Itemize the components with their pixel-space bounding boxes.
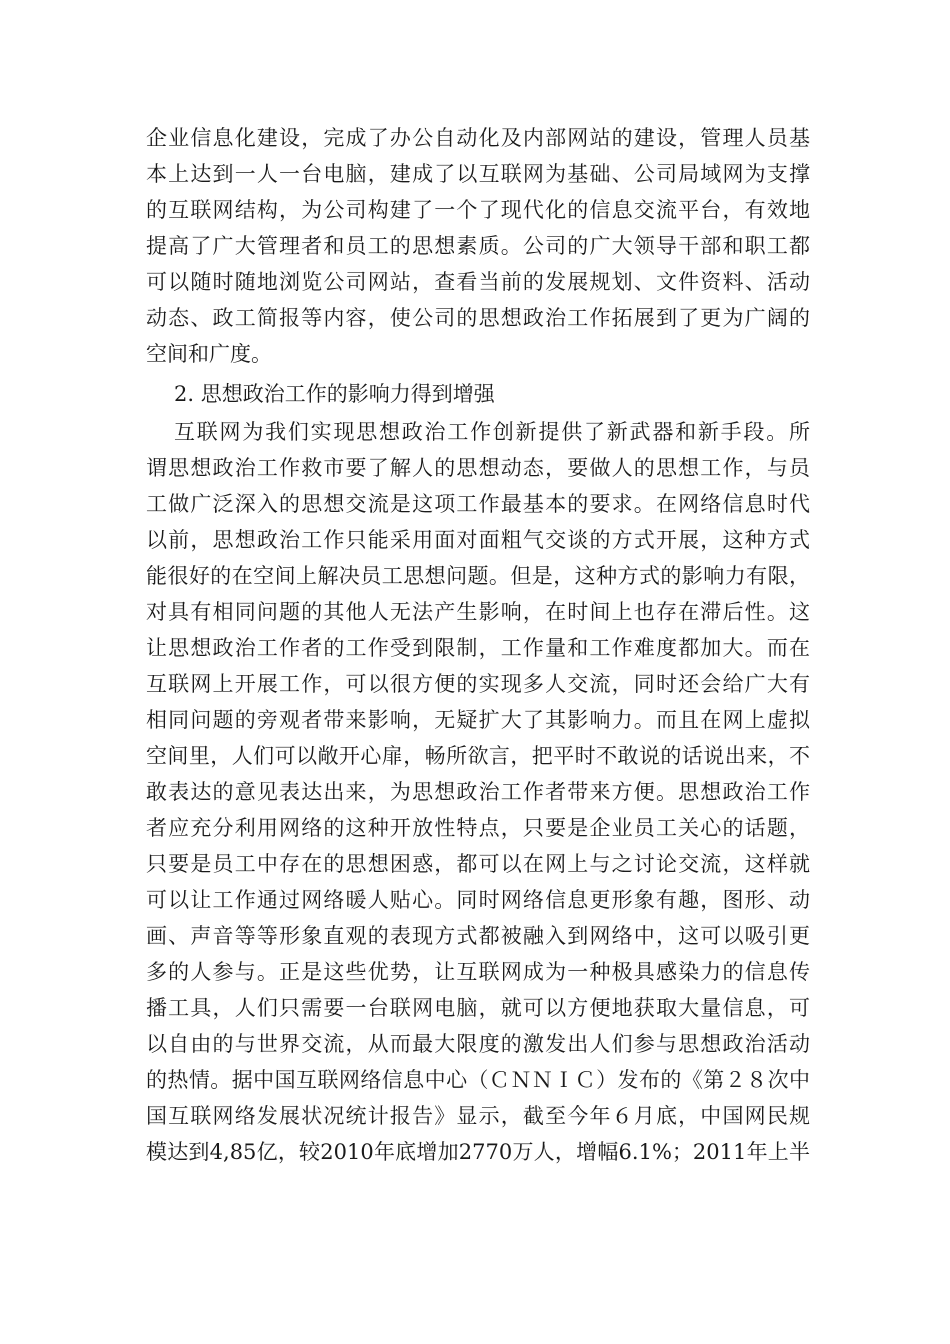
body-text-line: 画、声音等等形象直观的表现方式都被融入到网络中，这可以吸引更: [146, 924, 810, 948]
body-text-line: 的热情。据中国互联网络信息中心（ＣＮＮＩＣ）发布的《第２８次中: [146, 1068, 810, 1092]
body-text-line: 能很好的在空间上解决员工思想问题。但是，这种方式的影响力有限，: [146, 564, 810, 588]
body-text-line: 多的人参与。正是这些优势，让互联网成为一种极具感染力的信息传: [146, 960, 810, 984]
body-text-line: 以自由的与世界交流，从而最大限度的激发出人们参与思想政治活动: [146, 1032, 810, 1056]
body-text-line: 可以随时随地浏览公司网站，查看当前的发展规划、文件资料、活动: [146, 270, 810, 294]
body-text-line: 动态、政工简报等内容，使公司的思想政治工作拓展到了更为广阔的: [146, 306, 810, 330]
body-text-line: 互联网为我们实现思想政治工作创新提供了新武器和新手段。所: [174, 420, 810, 444]
body-text-line: 模达到4,85亿，较2010年底增加2770万人，增幅6.1%；2011年上半: [146, 1140, 810, 1164]
body-text-line: 只要是员工中存在的思想困惑，都可以在网上与之讨论交流，这样就: [146, 852, 810, 876]
body-text-line: 者应充分利用网络的这种开放性特点，只要是企业员工关心的话题，: [146, 816, 810, 840]
body-text-line: 的互联网结构，为公司构建了一个了现代化的信息交流平台，有效地: [146, 198, 810, 222]
body-text-line: 谓思想政治工作救市要了解人的思想动态，要做人的思想工作，与员: [146, 456, 810, 480]
body-text-line: 空间里，人们可以敞开心扉，畅所欲言，把平时不敢说的话说出来，不: [146, 744, 810, 768]
body-text-line: 企业信息化建设，完成了办公自动化及内部网站的建设，管理人员基: [146, 126, 810, 150]
body-text-line: 工做广泛深入的思想交流是这项工作最基本的要求。在网络信息时代: [146, 492, 810, 516]
section-heading: 2. 思想政治工作的影响力得到增强: [174, 382, 495, 406]
body-text-line: 敢表达的意见表达出来，为思想政治工作者带来方便。思想政治工作: [146, 780, 810, 804]
body-text-line: 互联网上开展工作，可以很方便的实现多人交流，同时还会给广大有: [146, 672, 810, 696]
body-text-line: 播工具，人们只需要一台联网电脑，就可以方便地获取大量信息，可: [146, 996, 810, 1020]
body-text-line: 空间和广度。: [146, 342, 272, 366]
body-text-line: 提高了广大管理者和员工的思想素质。公司的广大领导干部和职工都: [146, 234, 810, 258]
body-text-line: 国互联网络发展状况统计报告》显示，截至今年６月底，中国网民规: [146, 1104, 810, 1128]
body-text-line: 让思想政治工作者的工作受到限制，工作量和工作难度都加大。而在: [146, 636, 810, 660]
body-text-line: 对具有相同问题的其他人无法产生影响，在时间上也存在滞后性。这: [146, 600, 810, 624]
body-text-line: 本上达到一人一台电脑，建成了以互联网为基础、公司局域网为支撑: [146, 162, 810, 186]
body-text-line: 可以让工作通过网络暖人贴心。同时网络信息更形象有趣，图形、动: [146, 888, 810, 912]
body-text-line: 以前，思想政治工作只能采用面对面粗气交谈的方式开展，这种方式: [146, 528, 810, 552]
body-text-line: 相同问题的旁观者带来影响，无疑扩大了其影响力。而且在网上虚拟: [146, 708, 810, 732]
